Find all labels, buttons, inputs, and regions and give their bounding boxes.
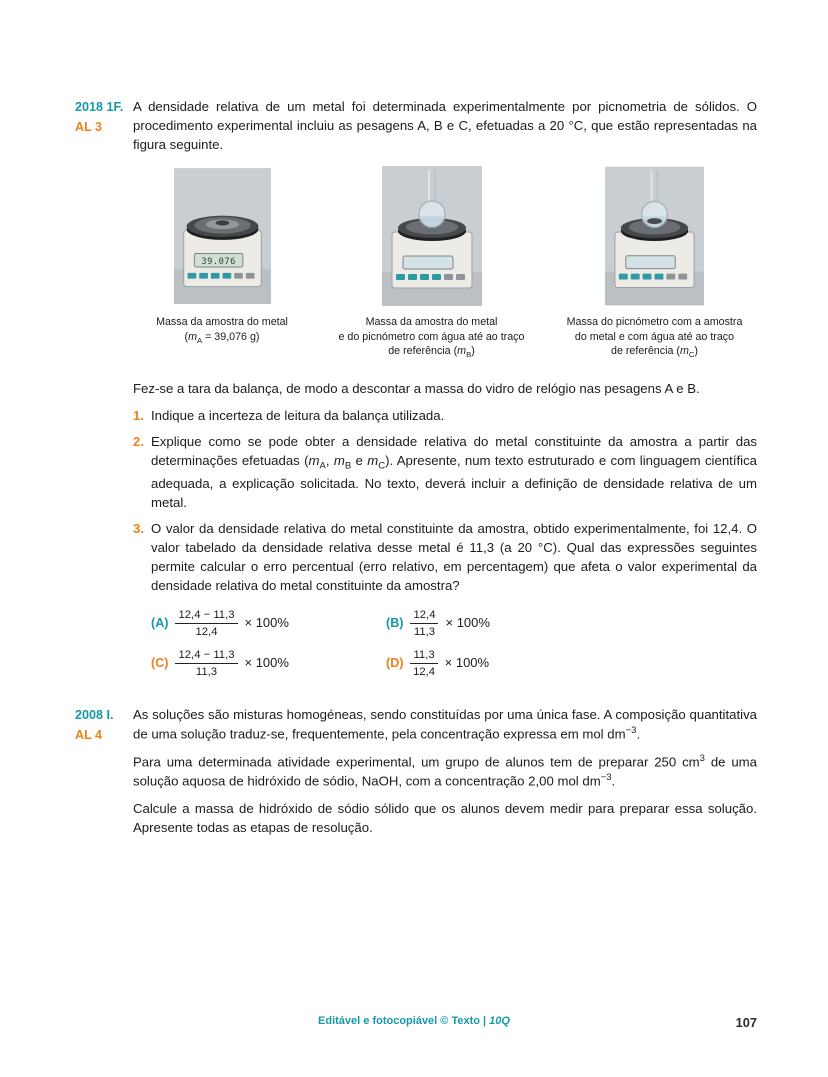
fraction-denominator: 12,4 (195, 625, 218, 638)
item-text: O valor da densidade relativa do metal constituinte da amostra, obtido experimentalmente, foi 12,4. O valor tabelado da densidade relativa desse metal é 11,3 (a 20 °C). Qual das expressões seguintes permite calcular o erro percentual (erro relativo, em percentagem) que afeta o valor experimental da densidade relativa do metal constituinte da amostra? (151, 520, 757, 594)
balance-a-display-value: 39.076 (200, 257, 236, 268)
option-a-suffix: × 100% (244, 614, 289, 630)
option-c-label: (C) (151, 656, 169, 671)
balance-photo-b (382, 166, 482, 306)
figure-balance-c (552, 166, 757, 360)
question-1-al-label: AL 3 (75, 120, 103, 135)
option-b (386, 608, 757, 639)
question-2-al-label: AL 4 (75, 728, 103, 743)
question-2-content (133, 705, 757, 845)
option-c (151, 648, 386, 679)
balance-photo-a (174, 166, 271, 306)
balance-photo-c (605, 166, 704, 306)
item-text: Indique a incerteza de leitura da balança utilizada. (151, 407, 445, 423)
question-2-year-label: 2008 I. (75, 707, 114, 722)
page-number: 107 (735, 1015, 757, 1030)
question-2-paragraph-2: Para uma determinada atividade experimental, um grupo de alunos tem de preparar 250 $cm^3$ de uma solução aquosa de hidróxido de sódio, NaOH, com a concentração 2,00 mol $dm^{-3}$. (133, 752, 758, 789)
question-1-item-1 (133, 406, 757, 425)
option-b-label: (B) (386, 615, 404, 630)
question-1-label-column (75, 97, 133, 137)
figure-balance-b (321, 166, 543, 360)
question-2-label-column (75, 705, 133, 745)
fraction-denominator: 11,3 (195, 665, 218, 678)
option-a-label: (A) (151, 615, 169, 630)
option-a (151, 608, 386, 639)
question-2 (75, 705, 757, 845)
option-d-suffix: × 100% (444, 654, 490, 670)
figure-c-caption: Massa do picnómetro com a amostra do metal e com água até ao traço de referência $(m_C)$ (566, 316, 743, 360)
option-c-fraction (175, 648, 237, 679)
item-number: 2. (133, 434, 144, 450)
option-d-fraction (410, 648, 437, 679)
question-1-item-3 (133, 519, 757, 596)
balance-figures-row (133, 166, 757, 360)
item-number: 1. (133, 407, 144, 423)
question-2-paragraph-3: Calcule a massa de hidróxido de sódio sólido que os alunos devem medir para preparar essa solução. Apresente todas as etapas de resolução. (133, 800, 757, 835)
fraction-denominator: 12,4 (413, 665, 436, 678)
figure-a-caption: Massa da amostra do metal ($m_A = 39,076$ g) (156, 316, 288, 345)
fraction-denominator: 11,3 (413, 625, 436, 638)
question-1-tara-note: Fez-se a tara da balança, de modo a descontar a massa do vidro de relógio nas pesagens A e B. (133, 380, 700, 396)
answer-options (151, 608, 757, 679)
option-c-suffix: × 100% (244, 654, 289, 670)
question-2-paragraph-1: As soluções são misturas homogéneas, sendo constituídas por uma única fase. A composição quantitativa de uma solução traduz-se, frequentemente, pela concentração expressa em mol $dm^{-3}$. (133, 706, 757, 742)
fraction-numerator: 12,4 (410, 608, 438, 624)
option-d (386, 648, 757, 679)
option-b-suffix: × 100% (445, 614, 490, 630)
figure-balance-a (133, 166, 311, 346)
question-1-content (133, 97, 757, 679)
fraction-numerator: 11,3 (410, 648, 437, 664)
option-a-fraction (175, 608, 237, 639)
footer-imprint: Editável e fotocopiável © Texto | 10Q (318, 1015, 510, 1027)
option-d-label: (D) (386, 656, 404, 671)
question-1-year-label: 2018 1F. (75, 100, 124, 114)
fraction-numerator: 12,4 − 11,3 (175, 648, 237, 664)
item-text: Explique como se pode obter a densidade relativa do metal constituinte da amostra a partir das determinações efetuadas ($m_A$, $m_B$ e $m_C$). Apresente, num texto estruturado e com linguagem científica adequada, a explicação solicitada. No texto, deverá incluir a definição de densidade relativa de um metal. (151, 434, 758, 510)
question-1 (75, 97, 757, 679)
figure-b-caption: Massa da amostra do metal e do picnómetro com água até ao traço de referência $(m_B)$ (338, 316, 525, 360)
item-number: 3. (133, 520, 144, 536)
option-b-fraction (410, 608, 438, 639)
question-1-intro: A densidade relativa de um metal foi determinada experimentalmente por picnometria de sólidos. O procedimento experimental incluiu as pesagens A, B e C, efetuadas a 20 °C, que estão representadas na figura seguinte. (133, 99, 757, 153)
fraction-numerator: 12,4 − 11,3 (175, 608, 237, 624)
question-1-item-2 (133, 432, 757, 512)
